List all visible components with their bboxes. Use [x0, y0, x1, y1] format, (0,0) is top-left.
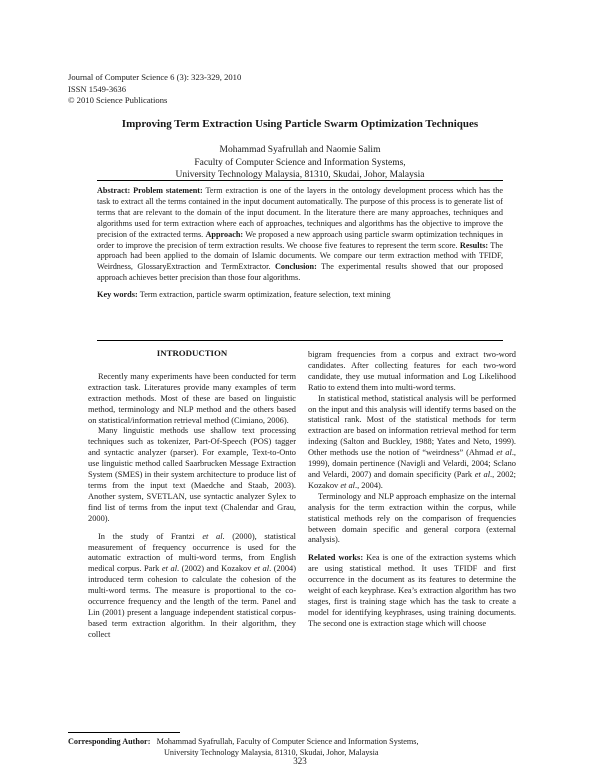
copyright: © 2010 Science Publications — [68, 95, 168, 105]
author-names: Mohammad Syafrullah and Naomie Salim — [219, 145, 381, 155]
etal: et al — [340, 480, 355, 490]
right-paragraph-1: bigram frequencies from a corpus and extract two-word candidates. After collecting features for each two-word candidate, they use mutual information and Log Likelihood Ratio to extend them into multi-word terms. — [308, 350, 516, 392]
approach-label: Approach: — [205, 229, 244, 239]
text-run: . (2000), statistical measurement of frequency occurrence is used for the automatic extraction of multi-word terms, from English medical corpus. Park — [88, 531, 296, 574]
problem-statement-text: Term extraction is one of the layers in the ontology development process which has the task to extract all the terms contained in the input document automatically. The purpose of this process is to generate list of terms that are relevant to the domain of the input document. In the literature there are many approaches, techniques and algorithms used for term extraction where each of approaches, techniques and algorithms has the objective to improve the precision of the extracted terms. — [97, 186, 504, 239]
paper-title: Improving Term Extraction Using Particle Swarm Optimization Techniques — [121, 118, 479, 130]
related-works-text: Kea is one of the extraction systems which are using statistical method. It uses TFIDF and first occurrence in the document as its features to determine the weight of each keyphrase. Kea’s extraction algorithm has two stages, first is training stage which has the task to create a model for identifying keyphrases, using training documents. The second one is extraction stage which will choose — [308, 553, 516, 628]
corresponding-author-footnote — [68, 737, 419, 758]
journal-citation: Journal of Computer Science 6 (3): 323-329, 2010 — [68, 72, 242, 82]
text-run: ., 1999), domain pertinence (Navigli and Velardi, 2004; Sclano and Velardi, 2007) and domain specificity (Park — [308, 448, 516, 479]
problem-statement-label: Problem statement: — [133, 186, 203, 195]
issn: ISSN 1549-3636 — [68, 83, 127, 94]
text-run: ., 2004). — [354, 480, 383, 490]
text-run: In statistical method, statistical analysis will be performed on the input and this analysis will identify terms based on the statistical rank. Most of the statistical methods for term extraction are based on information retrieval method for term indexing (Salton and Buckley, 1988; Yates and Neto, 1999). Other methods use the notion of “weirdness” (Ahmad — [308, 393, 516, 458]
footnote-rule — [68, 732, 180, 733]
etal: et al — [496, 448, 512, 458]
author-university: University Technology Malaysia, 81310, Skudai, Johor, Malaysia — [175, 170, 425, 180]
text-run: . (2002) and Kozakov — [177, 564, 254, 574]
etal: et al — [474, 469, 491, 479]
abstract-label: Abstract: — [97, 186, 131, 195]
etal: et al — [202, 531, 223, 541]
journal-header — [68, 72, 241, 107]
right-column — [308, 350, 516, 630]
results-text: The approach had been applied to the domain of Islamic documents. We compare our term extraction method with TFIDF, Weirdness, GlossaryExtraction and TermExtractor. — [97, 240, 503, 272]
etal: et al — [161, 564, 178, 574]
intro-paragraph-2: Many linguistic methods use shallow text processing techniques such as tokenizer, Part-Of-Speech (POS) tagger and syntactic analyzer (parser). For example, Text-to-Onto use linguistic method called Saarbrucken Message Extraction System (SMES) in their system architecture to produce list of terms from the input text (Maedche and Staab, 2003). Another system, SVETLAN, use syntactic analyzer Sylex to find list of terms from the input text (Chalendar and Grau, 2000). — [88, 426, 296, 523]
results-label: Results: — [459, 240, 489, 250]
text-run: In the study of Frantzi — [98, 531, 203, 541]
etal: et al — [253, 564, 270, 574]
right-paragraph-2 — [308, 394, 516, 492]
conclusion-text: The experimental results showed that our proposed approach achieves better precision than those four algorithms. — [97, 262, 504, 283]
keywords-text: Term extraction, particle swarm optimization, feature selection, text mining — [137, 290, 391, 300]
author-faculty: Faculty of Computer Science and Information Systems, — [194, 157, 406, 168]
related-works-label: Related works: — [308, 553, 364, 563]
intro-paragraph-1: Recently many experiments have been conducted for term extraction task. Literatures provide many examples of term extraction methods. Most of these are based on linguistic method, terminology and NLP method and the others based on statistical/information retrieval method (Cimiano, 2006). — [88, 371, 296, 425]
corresponding-author-line-2: University Technology Malaysia, 81310, Skudai, Johor, Malaysia — [164, 747, 379, 757]
left-column — [88, 348, 296, 641]
approach-text: We proposed a new approach using particle swarm optimization techniques in order to improve the precision of term extraction results. We choose five features to represent the term score. — [97, 229, 504, 250]
intro-paragraph-3 — [88, 532, 296, 641]
right-paragraph-3: Terminology and NLP approach emphasize on the internal analysis for the term extraction within the corpus, while statistical methods rely on the comparison of frequencies between domain specific and general corpora (external analysis). — [308, 491, 516, 545]
text-run: . (2004) introduced term cohesion to calculate the cohesion of the multi-word terms. The measure is proportional to the co-occurrence frequency and the length of the term. Panel and Lin (2001) present a language independent statistical corpus-based term extraction algorithm. In their algorithm, they collect — [88, 564, 297, 639]
corresponding-author-line-1: Mohammad Syafrullah, Faculty of Computer Science and Information Systems, — [156, 737, 419, 746]
related-works-paragraph — [308, 553, 516, 629]
corresponding-author-label: Corresponding Author: — [68, 737, 151, 746]
text-run: ., 2002; Kozakov — [308, 469, 516, 490]
author-block — [60, 144, 540, 182]
introduction-heading: INTRODUCTION — [156, 348, 228, 358]
conclusion-label: Conclusion: — [274, 262, 317, 272]
keywords — [97, 290, 503, 301]
page-number: 323 — [293, 756, 307, 766]
abstract — [97, 186, 503, 284]
abstract-box — [97, 180, 503, 341]
keywords-label: Key words: — [97, 290, 138, 300]
